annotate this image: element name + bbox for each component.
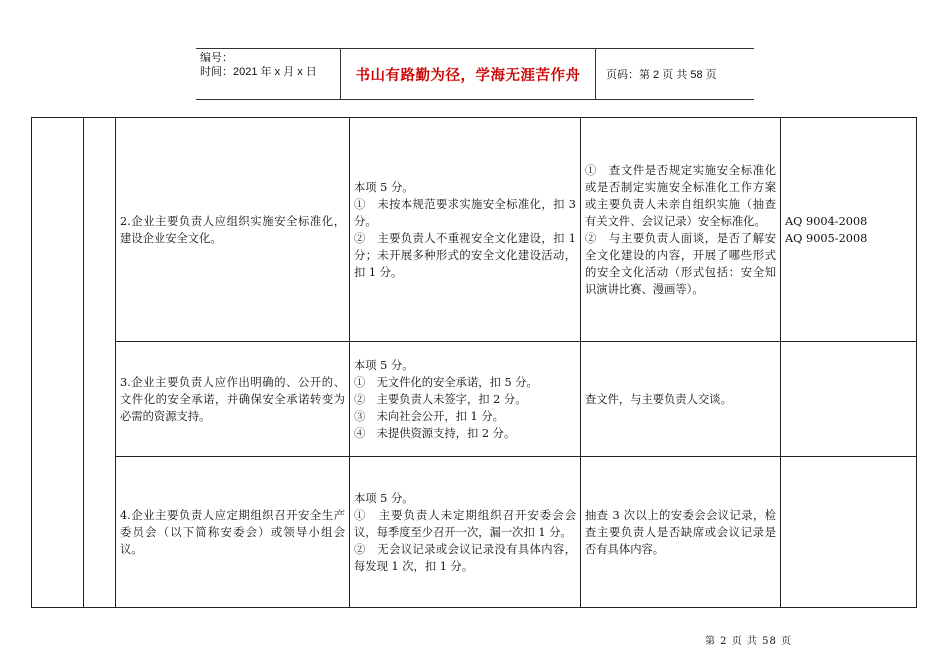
scoring-line: ④ 未提供资源支持，扣 2 分。 (354, 426, 516, 440)
number-label: 编号： (200, 52, 233, 64)
reference-cell (781, 118, 916, 341)
page-code: 页码：第 2 页 共 58 页 (606, 69, 717, 81)
method-line: 查文件，与主要负责人交谈。 (585, 392, 732, 406)
scoring-line: 本项 5 分。 (354, 358, 414, 372)
scoring-line: 本项 5 分。 (354, 491, 414, 505)
header-page-code-cell (596, 49, 754, 99)
method-cell (581, 342, 780, 456)
scoring-line: ② 主要负责人不重视安全文化建设，扣 1 分；未开展多种形式的安全文化建设活动，扣 1 分。 (354, 231, 576, 279)
scoring-line: ① 未按本规范要求实施安全标准化，扣 3 分。 (354, 197, 576, 228)
method-line: 抽查 3 次以上的安委会会议记录，检查主要负责人是否缺席或会议记录是否有具体内容。 (585, 508, 776, 556)
method-line: ② 与主要负责人面谈，是否了解安全文化建设的内容，开展了哪些形式的安全文化活动（形式包括：安全知识演讲比赛、漫画等）。 (585, 231, 776, 296)
reference-standard: AQ 9005-2008 (785, 231, 868, 245)
reference-standard: AQ 9004-2008 (785, 214, 868, 228)
scoring-line: ① 无文件化的安全承诺，扣 5 分。 (354, 375, 538, 389)
header-meta (196, 49, 340, 99)
requirement-text: 4.企业主要负责人应定期组织召开安全生产委员会（以下简称安委会）或领导小组会议。 (120, 508, 345, 556)
header-motto-cell (340, 49, 596, 99)
scoring-line: 本项 5 分。 (354, 180, 414, 194)
scoring-cell (350, 457, 580, 607)
table-row (116, 342, 349, 456)
table-border-left (31, 118, 32, 607)
scoring-line: ② 主要负责人未签字，扣 2 分。 (354, 392, 527, 406)
requirement-text: 3.企业主要负责人应作出明确的、公开的、文件化的安全承诺，并确保安全承诺转变为必需的资源支持。 (120, 375, 345, 423)
requirement-text: 2.企业主要负责人应组织实施安全标准化，建设企业安全文化。 (120, 214, 345, 245)
standard-table (31, 117, 917, 608)
scoring-line: ① 主要负责人未定期组织召开安委会会议，每季度至少召开一次，漏一次扣 1 分。 (354, 508, 576, 539)
table-border-right (916, 118, 917, 607)
scoring-line: ③ 未向社会公开，扣 1 分。 (354, 409, 504, 423)
page-footer: 第 2 页 共 58 页 (705, 636, 792, 647)
method-cell (581, 457, 780, 607)
method-line: ① 查文件是否规定实施安全标准化或是否制定实施安全标准化工作方案或主要负责人未亲自组织实施（抽查有关文件、会议记录）安全标准化。 (585, 163, 776, 228)
scoring-line: ② 无会议记录或会议记录没有具体内容，每发现 1 次，扣 1 分。 (354, 542, 576, 573)
column-divider (83, 118, 84, 607)
motto: 书山有路勤为径，学海无涯苦作舟 (355, 67, 581, 84)
document-header (196, 48, 754, 100)
scoring-cell (350, 342, 580, 456)
table-row (116, 118, 349, 341)
method-cell (581, 118, 780, 341)
table-row (116, 457, 349, 607)
scoring-cell (350, 118, 580, 341)
time-label: 时间：2021 年 x 月 x 日 (200, 66, 317, 78)
